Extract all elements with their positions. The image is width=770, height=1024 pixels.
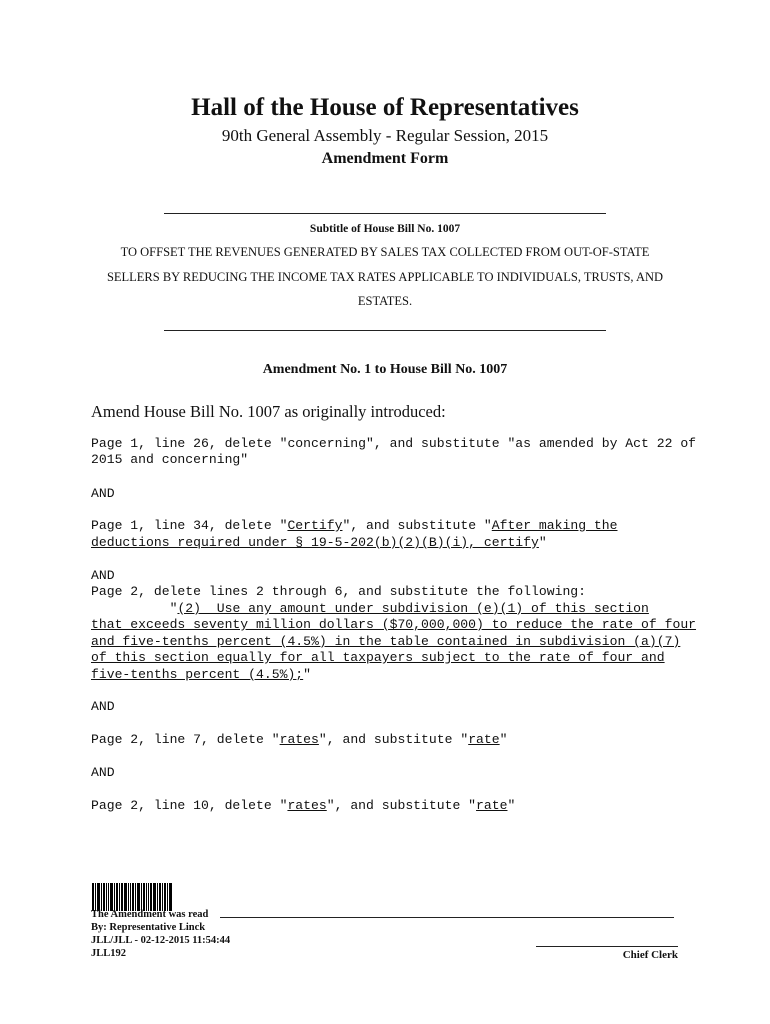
substituted-text: five-tenths percent (4.5%);: [91, 667, 304, 682]
page-title: Hall of the House of Representatives: [191, 94, 579, 121]
subtitle-line-3: ESTATES.: [357, 294, 413, 308]
sponsor-line: By: Representative Linck: [91, 922, 206, 933]
text-run: ": [91, 601, 178, 616]
subtitle-line-2: SELLERS BY REDUCING THE INCOME TAX RATES APPLICABLE TO INDIVIDUALS, TRUSTS, AND: [106, 270, 664, 284]
instruction-3-line-4: and five-tenths percent (4.5%) in the table contained in subdivision (a)(7): [91, 634, 681, 649]
text-run: Page 1, line 34, delete ": [91, 518, 288, 533]
text-run: ", and substitute ": [318, 732, 469, 747]
substituted-text: (2) Use any amount under subdivision (e)(1) of this section: [177, 601, 649, 616]
substituted-text: After making the: [491, 518, 618, 533]
instruction-3-line-1: Page 2, delete lines 2 through 6, and substitute the following:: [91, 584, 587, 599]
substituted-text: rate: [468, 732, 500, 747]
text-run: Page 2, line 10, delete ": [91, 798, 288, 813]
read-signature-line: [220, 917, 674, 918]
text-run: ": [303, 667, 312, 682]
deleted-term: rates: [287, 798, 327, 813]
instruction-4: [91, 732, 507, 749]
text-run: ": [507, 798, 516, 813]
subtitle-label: Subtitle of House Bill No. 1007: [309, 223, 461, 235]
divider-top: [164, 213, 606, 214]
barcode-image: [92, 883, 180, 911]
instruction-3-line-6: [91, 667, 311, 684]
text-run: ", and substitute ": [326, 798, 477, 813]
instruction-1-line-1: Page 1, line 26, delete "concerning", and substitute "as amended by Act 22 of: [91, 436, 697, 451]
deleted-term: Certify: [287, 518, 343, 533]
session-line: 90th General Assembly - Regular Session, 2015: [221, 126, 549, 145]
text-run: ", and substitute ": [342, 518, 492, 533]
substituted-text: deductions required under § 19-5-202(b)(2)(B)(i), certify: [91, 535, 539, 550]
text-run: ": [499, 732, 508, 747]
timestamp-line: JLL/JLL - 02-12-2015 11:54:44: [91, 935, 231, 946]
instruction-2-line-1: [91, 518, 618, 535]
text-run: ": [538, 535, 547, 550]
deleted-term: rates: [279, 732, 319, 747]
instruction-3-line-5: of this section equally for all taxpayers subject to the rate of four and: [91, 650, 665, 665]
amendment-read-label: The Amendment was read: [91, 909, 209, 920]
instruction-3-line-2: [91, 601, 649, 618]
amendment-intro: Amend House Bill No. 1007 as originally introduced:: [91, 402, 446, 421]
instruction-2-line-2: [91, 535, 547, 552]
subtitle-line-1: TO OFFSET THE REVENUES GENERATED BY SALES TAX COLLECTED FROM OUT-OF-STATE: [120, 245, 650, 259]
clerk-signature-line: [536, 946, 678, 947]
form-label: Amendment Form: [321, 150, 449, 167]
substituted-text: rate: [476, 798, 508, 813]
instruction-3-line-3: that exceeds seventy million dollars ($70,000,000) to reduce the rate of four: [91, 617, 697, 632]
instruction-5: [91, 798, 515, 815]
and-separator: AND: [91, 568, 115, 583]
amendment-heading: Amendment No. 1 to House Bill No. 1007: [262, 362, 508, 377]
and-separator: AND: [91, 486, 115, 501]
instruction-1-line-2: 2015 and concerning": [91, 452, 249, 467]
divider-bottom: [164, 330, 606, 331]
and-separator: AND: [91, 699, 115, 714]
text-run: Page 2, line 7, delete ": [91, 732, 280, 747]
chief-clerk-label: Chief Clerk: [622, 949, 678, 961]
and-separator: AND: [91, 765, 115, 780]
document-code: JLL192: [91, 948, 127, 959]
